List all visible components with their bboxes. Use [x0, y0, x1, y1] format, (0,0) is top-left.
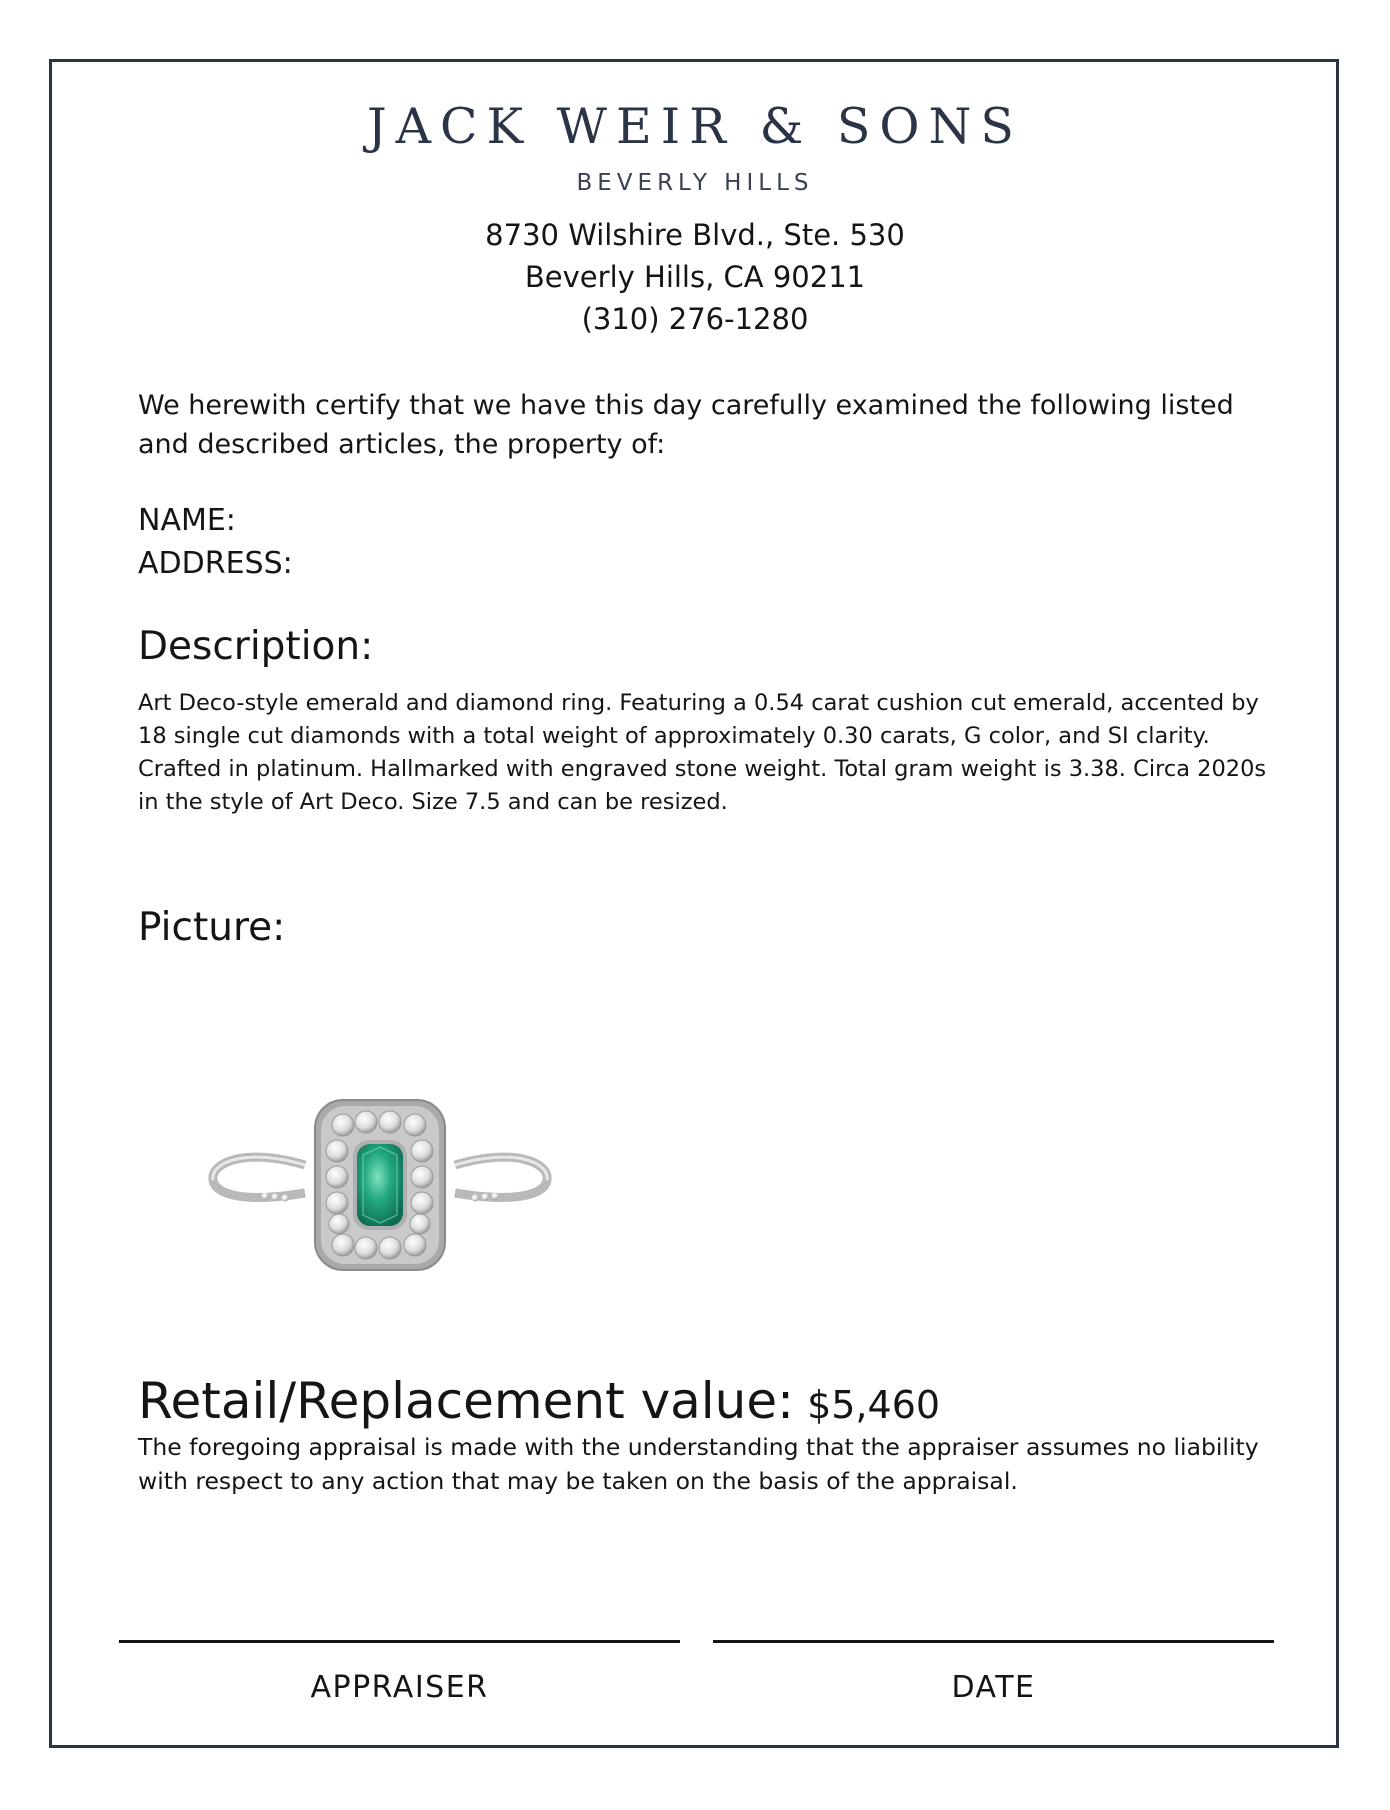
description-text: Art Deco-style emerald and diamond ring. Featuring a 0.54 carat cushion cut emerald, accented by 18 single cut diamonds with a total weight of approximately 0.30 carats, G color, and SI clarity. Crafted in platinum. Hallmarked with engraved stone weight. Total gram weight is 3.38. Circa 2020s in the style of Art Deco. Size 7.5 and can be resized. [138, 690, 1267, 815]
disclaimer-text: The foregoing appraisal is made with the understanding that the appraiser assumes no liability with respect to any action that may be taken on the basis of the appraisal. [138, 1433, 1259, 1495]
date-signature-line [713, 1640, 1274, 1643]
brand-name: JACK WEIR & SONS [366, 98, 1024, 155]
certification-statement: We herewith certify that we have this day carefully examined the following listed and described articles, the property of: [138, 390, 1234, 460]
appraiser-label: APPRAISER [310, 1670, 489, 1705]
brand-location: BEVERLY HILLS [576, 170, 814, 196]
store-address [0, 214, 1390, 340]
appraiser-signature-line [119, 1640, 680, 1643]
valuation-label: Retail/Replacement value: [138, 1372, 794, 1430]
description-heading: Description: [138, 624, 374, 669]
name-label: NAME: [138, 503, 236, 538]
address-phone: (310) 276-1280 [581, 302, 809, 336]
address-street: 8730 Wilshire Blvd., Ste. 530 [485, 218, 905, 252]
address-label: ADDRESS: [138, 546, 293, 581]
valuation-amount: $5,460 [807, 1383, 941, 1427]
picture-heading: Picture: [138, 905, 286, 950]
date-label: DATE [951, 1670, 1036, 1705]
ring-image [205, 1085, 555, 1285]
valuation-line [138, 1372, 940, 1430]
address-city: Beverly Hills, CA 90211 [524, 260, 866, 294]
